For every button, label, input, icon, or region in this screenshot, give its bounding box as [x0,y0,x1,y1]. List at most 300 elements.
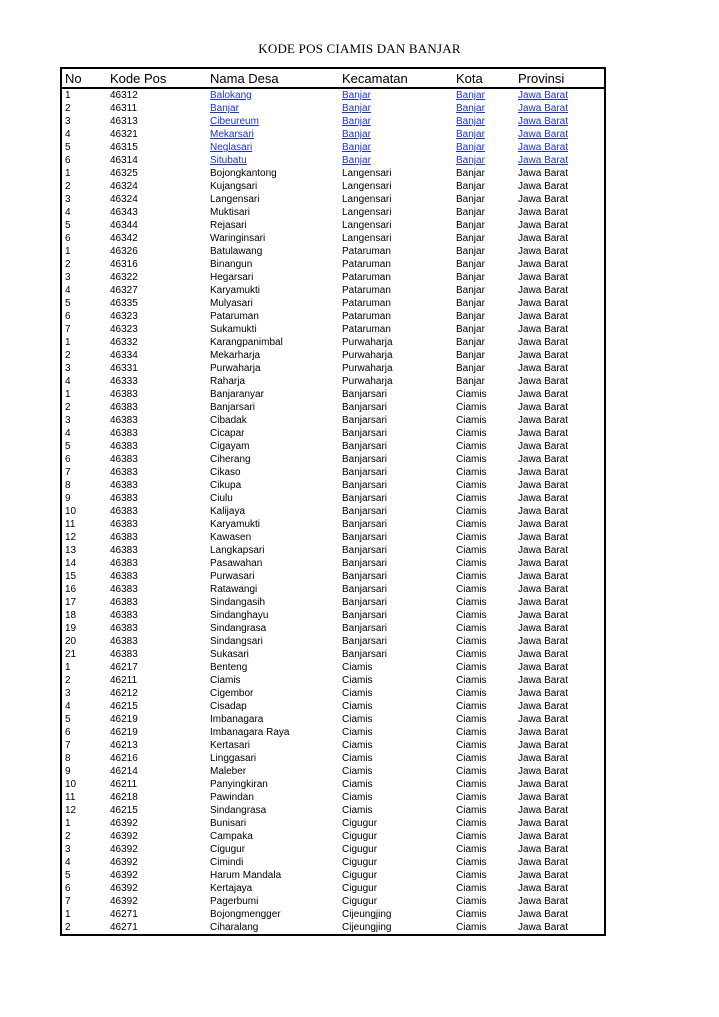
cell-kecamatan: Purwaharja [342,350,393,361]
cell-provinsi: Jawa Barat [518,571,569,582]
cell-kecamatan: Cigugur [342,844,378,855]
cell-nama-desa: Sindanghayu [210,610,269,621]
cell-kecamatan: Banjarsari [342,636,388,647]
cell-kode-pos: 46392 [110,896,138,907]
cell-provinsi-link[interactable]: Jawa Barat [518,116,569,127]
cell-nama-desa: Kawasen [210,532,252,543]
cell-provinsi: Jawa Barat [518,727,569,738]
cell-nama-desa-link[interactable]: Mekarsari [210,129,254,140]
cell-kecamatan: Ciamis [342,727,373,738]
table-row [61,479,605,492]
cell-kode-pos: 46332 [110,337,138,348]
cell-kecamatan: Banjarsari [342,584,388,595]
cell-kota: Ciamis [456,532,487,543]
table-row [61,388,605,401]
cell-kota: Ciamis [456,792,487,803]
cell-kota-link[interactable]: Banjar [456,155,485,166]
cell-kode-pos: 46216 [110,753,138,764]
cell-no: 4 [65,376,71,387]
cell-nama-desa: Sindangsari [210,636,263,647]
table-row [61,700,605,713]
cell-kota: Ciamis [456,441,487,452]
cell-kode-pos: 46335 [110,298,138,309]
cell-provinsi-link[interactable]: Jawa Barat [518,129,569,140]
cell-nama-desa: Campaka [210,831,253,842]
cell-provinsi-link[interactable]: Jawa Barat [518,142,569,153]
cell-kecamatan: Langensari [342,168,392,179]
cell-nama-desa: Purwasari [210,571,255,582]
cell-kode-pos: 46383 [110,545,138,556]
cell-provinsi: Jawa Barat [518,168,569,179]
header-nama-desa: Nama Desa [204,68,336,88]
cell-kode-pos: 46383 [110,623,138,634]
cell-kecamatan: Cijeungjing [342,909,392,920]
cell-kecamatan: Purwaharja [342,337,393,348]
cell-kecamatan: Cigugur [342,896,378,907]
cell-kecamatan: Langensari [342,233,392,244]
cell-provinsi: Jawa Barat [518,428,569,439]
cell-provinsi: Jawa Barat [518,896,569,907]
table-row [61,713,605,726]
cell-nama-desa: Pawindan [210,792,254,803]
cell-provinsi: Jawa Barat [518,831,569,842]
cell-no: 3 [65,363,71,374]
cell-nama-desa: Cibadak [210,415,247,426]
cell-kota: Ciamis [456,831,487,842]
cell-nama-desa: Binangun [210,259,253,270]
cell-no: 1 [65,389,71,400]
table-row [61,440,605,453]
table-row [61,297,605,310]
cell-kota: Ciamis [456,480,487,491]
table-row [61,908,605,921]
table-row [61,88,605,102]
cell-no: 3 [65,272,71,283]
table-row [61,453,605,466]
cell-kode-pos: 46217 [110,662,138,673]
cell-nama-desa-link[interactable]: Cibeureum [210,116,259,127]
cell-kecamatan-link[interactable]: Banjar [342,129,371,140]
cell-kota: Banjar [456,285,485,296]
table-row [61,401,605,414]
cell-provinsi: Jawa Barat [518,649,569,660]
cell-no: 2 [65,181,71,192]
cell-no: 13 [65,545,77,556]
cell-no: 1 [65,337,71,348]
cell-kota: Banjar [456,181,485,192]
cell-provinsi: Jawa Barat [518,389,569,400]
cell-no: 7 [65,740,71,751]
cell-kecamatan: Cijeungjing [342,922,392,933]
cell-kota: Ciamis [456,467,487,478]
cell-kode-pos: 46383 [110,506,138,517]
table-row [61,622,605,635]
table-row [61,635,605,648]
table-row [61,882,605,895]
cell-nama-desa: Cicapar [210,428,245,439]
cell-provinsi: Jawa Barat [518,688,569,699]
cell-kecamatan-link[interactable]: Banjar [342,155,371,166]
cell-kota: Banjar [456,233,485,244]
cell-nama-desa: Langensari [210,194,260,205]
cell-kota: Ciamis [456,688,487,699]
cell-no: 11 [65,519,76,530]
cell-kota: Banjar [456,194,485,205]
cell-kecamatan: Banjarsari [342,506,388,517]
cell-kota: Banjar [456,363,485,374]
cell-provinsi: Jawa Barat [518,246,569,257]
cell-kota: Ciamis [456,597,487,608]
cell-provinsi: Jawa Barat [518,922,569,933]
cell-nama-desa: Sindangrasa [210,623,267,634]
table-row [61,310,605,323]
document-title: KODE POS CIAMIS DAN BANJAR [258,41,461,56]
cell-nama-desa: Ciherang [210,454,251,465]
table-row [61,323,605,336]
cell-kecamatan: Ciamis [342,714,373,725]
cell-provinsi: Jawa Barat [518,701,569,712]
cell-kecamatan: Banjarsari [342,532,388,543]
cell-kota: Ciamis [456,818,487,829]
cell-provinsi: Jawa Barat [518,285,569,296]
cell-provinsi: Jawa Barat [518,779,569,790]
cell-kecamatan: Ciamis [342,662,373,673]
cell-nama-desa: Pataruman [210,311,259,322]
cell-kota: Ciamis [456,506,487,517]
cell-kota-link[interactable]: Banjar [456,90,485,101]
cell-nama-desa: Sindangrasa [210,805,267,816]
cell-no: 3 [65,415,71,426]
cell-nama-desa: Bunisari [210,818,247,829]
cell-kecamatan: Purwaharja [342,363,393,374]
cell-nama-desa: Muktisari [210,207,251,218]
cell-no: 1 [65,168,71,179]
cell-no: 10 [65,779,77,790]
table-row [61,414,605,427]
cell-provinsi: Jawa Barat [518,597,569,608]
cell-no: 5 [65,298,71,309]
cell-no: 1 [65,909,71,920]
cell-kode-pos: 46383 [110,597,138,608]
cell-provinsi: Jawa Barat [518,753,569,764]
cell-kecamatan-link[interactable]: Banjar [342,116,371,127]
cell-kecamatan: Banjarsari [342,454,388,465]
cell-provinsi: Jawa Barat [518,233,569,244]
cell-provinsi: Jawa Barat [518,181,569,192]
cell-provinsi: Jawa Barat [518,207,569,218]
cell-provinsi-link[interactable]: Jawa Barat [518,103,569,114]
cell-no: 8 [65,480,71,491]
cell-kota: Banjar [456,350,485,361]
table-row [61,661,605,674]
cell-no: 9 [65,493,71,504]
cell-kecamatan: Banjarsari [342,467,388,478]
cell-provinsi: Jawa Barat [518,662,569,673]
table-row [61,726,605,739]
cell-kota: Ciamis [456,805,487,816]
cell-kecamatan: Cigugur [342,818,378,829]
cell-nama-desa: Bojongkantong [210,168,277,179]
cell-kode-pos: 46383 [110,558,138,569]
cell-kode-pos: 46343 [110,207,138,218]
cell-no: 4 [65,207,71,218]
cell-kode-pos: 46383 [110,636,138,647]
cell-nama-desa: Cigembor [210,688,254,699]
cell-no: 12 [65,805,77,816]
cell-kode-pos: 46324 [110,181,138,192]
cell-no: 1 [65,818,71,829]
cell-no: 4 [65,857,71,868]
cell-kota: Banjar [456,324,485,335]
cell-kode-pos: 46321 [110,129,138,140]
cell-no: 2 [65,350,71,361]
cell-kota: Ciamis [456,727,487,738]
cell-kecamatan: Ciamis [342,766,373,777]
table-row [61,115,605,128]
cell-kota: Banjar [456,376,485,387]
cell-no: 11 [65,792,76,803]
table-row [61,804,605,817]
cell-kota: Ciamis [456,857,487,868]
table-row [61,206,605,219]
cell-nama-desa: Mulyasari [210,298,253,309]
cell-provinsi: Jawa Barat [518,844,569,855]
cell-kecamatan: Pataruman [342,259,391,270]
cell-nama-desa: Panyingkiran [210,779,268,790]
cell-kecamatan: Pataruman [342,298,391,309]
table-row [61,128,605,141]
cell-no: 7 [65,896,71,907]
cell-kecamatan: Pataruman [342,311,391,322]
cell-kota: Banjar [456,168,485,179]
cell-no: 4 [65,701,71,712]
cell-kode-pos: 46211 [110,675,138,686]
table-body [61,88,605,935]
cell-kota: Banjar [456,207,485,218]
cell-provinsi: Jawa Barat [518,363,569,374]
cell-kode-pos: 46271 [110,922,138,933]
cell-nama-desa: Sukasari [210,649,249,660]
table-row [61,362,605,375]
cell-nama-desa: Ciulu [210,493,233,504]
header-row [61,68,605,88]
cell-provinsi: Jawa Barat [518,272,569,283]
cell-kecamatan: Banjarsari [342,597,388,608]
cell-provinsi: Jawa Barat [518,558,569,569]
cell-no: 6 [65,311,71,322]
cell-kode-pos: 46383 [110,402,138,413]
cell-kode-pos: 46331 [110,363,138,374]
cell-nama-desa-link[interactable]: Neglasari [210,142,253,153]
cell-kecamatan: Banjarsari [342,428,388,439]
cell-provinsi-link[interactable]: Jawa Barat [518,155,569,166]
table-row [61,921,605,935]
table-row [61,349,605,362]
cell-no: 7 [65,467,71,478]
cell-kode-pos: 46219 [110,714,138,725]
cell-nama-desa: Karyamukti [210,285,261,296]
cell-kode-pos: 46323 [110,324,138,335]
table-row [61,336,605,349]
cell-kode-pos: 46313 [110,116,138,127]
cell-no: 2 [65,831,71,842]
cell-kecamatan: Ciamis [342,792,373,803]
cell-nama-desa-link[interactable]: Balokang [210,90,252,101]
cell-kecamatan: Banjarsari [342,649,388,660]
cell-kode-pos: 46323 [110,311,138,322]
cell-nama-desa-link[interactable]: Situbatu [210,155,247,166]
cell-kota: Ciamis [456,740,487,751]
cell-kode-pos: 46344 [110,220,138,231]
cell-no: 12 [65,532,77,543]
cell-kode-pos: 46212 [110,688,138,699]
cell-kecamatan: Banjarsari [342,610,388,621]
table-row [61,102,605,115]
cell-no: 3 [65,844,71,855]
cell-kode-pos: 46383 [110,584,138,595]
table-row [61,271,605,284]
cell-kota: Ciamis [456,389,487,400]
cell-provinsi: Jawa Barat [518,805,569,816]
cell-nama-desa: Ratawangi [210,584,258,595]
cell-provinsi: Jawa Barat [518,740,569,751]
table-row [61,739,605,752]
postal-code-table [60,67,606,936]
header-provinsi: Provinsi [512,68,605,88]
cell-no: 18 [65,610,77,621]
cell-provinsi: Jawa Barat [518,714,569,725]
cell-kota: Ciamis [456,558,487,569]
cell-kecamatan: Langensari [342,207,392,218]
cell-kode-pos: 46218 [110,792,138,803]
cell-no: 2 [65,922,71,933]
cell-no: 20 [65,636,77,647]
cell-kota: Banjar [456,298,485,309]
cell-kota: Ciamis [456,909,487,920]
cell-nama-desa: Karyamukti [210,519,261,530]
table-row [61,557,605,570]
table-row [61,830,605,843]
cell-nama-desa: Banjarsari [210,402,256,413]
cell-no: 2 [65,103,71,114]
cell-nama-desa: Pagerbumi [210,896,259,907]
cell-kecamatan: Cigugur [342,870,378,881]
cell-nama-desa: Raharja [210,376,246,387]
table-row [61,219,605,232]
cell-kecamatan: Banjarsari [342,402,388,413]
cell-kode-pos: 46324 [110,194,138,205]
cell-nama-desa: Cimindi [210,857,244,868]
cell-kecamatan: Pataruman [342,272,391,283]
cell-nama-desa-link[interactable]: Banjar [210,103,239,114]
cell-provinsi: Jawa Barat [518,493,569,504]
cell-provinsi-link[interactable]: Jawa Barat [518,90,569,101]
cell-provinsi: Jawa Barat [518,545,569,556]
cell-kode-pos: 46383 [110,571,138,582]
cell-nama-desa: Ciamis [210,675,241,686]
table-row [61,284,605,297]
cell-nama-desa: Banjaranyar [210,389,264,400]
table-row [61,232,605,245]
cell-kode-pos: 46215 [110,805,138,816]
cell-kota: Ciamis [456,701,487,712]
table-row [61,583,605,596]
cell-nama-desa: Pasawahan [210,558,263,569]
cell-kecamatan: Langensari [342,194,392,205]
cell-kode-pos: 46383 [110,441,138,452]
cell-no: 3 [65,116,71,127]
cell-nama-desa: Kalijaya [210,506,246,517]
cell-kota-link[interactable]: Banjar [456,142,485,153]
cell-kota: Ciamis [456,922,487,933]
cell-kode-pos: 46383 [110,467,138,478]
cell-no: 21 [65,649,77,660]
table-row [61,141,605,154]
table-row [61,596,605,609]
table-row [61,154,605,167]
table-row [61,895,605,908]
cell-kecamatan: Cigugur [342,857,378,868]
cell-kode-pos: 46383 [110,493,138,504]
cell-nama-desa: Maleber [210,766,247,777]
cell-kode-pos: 46383 [110,454,138,465]
cell-no: 5 [65,714,71,725]
table-row [61,648,605,661]
cell-kecamatan-link[interactable]: Banjar [342,103,371,114]
cell-no: 8 [65,753,71,764]
cell-kode-pos: 46312 [110,90,138,101]
cell-no: 5 [65,870,71,881]
cell-kecamatan: Ciamis [342,753,373,764]
cell-nama-desa: Kertajaya [210,883,253,894]
cell-nama-desa: Langkapsari [210,545,265,556]
cell-kota: Ciamis [456,714,487,725]
cell-nama-desa: Imbanagara Raya [210,727,290,738]
cell-kota: Ciamis [456,896,487,907]
cell-kecamatan-link[interactable]: Banjar [342,90,371,101]
cell-provinsi: Jawa Barat [518,818,569,829]
cell-kota-link[interactable]: Banjar [456,129,485,140]
cell-nama-desa: Cikupa [210,480,242,491]
table-row [61,869,605,882]
cell-kecamatan: Banjarsari [342,493,388,504]
cell-provinsi: Jawa Barat [518,467,569,478]
table-row [61,505,605,518]
cell-kota: Ciamis [456,493,487,504]
table-row [61,544,605,557]
cell-kode-pos: 46392 [110,883,138,894]
cell-kode-pos: 46392 [110,870,138,881]
cell-kota: Ciamis [456,766,487,777]
cell-no: 1 [65,662,71,673]
cell-nama-desa: Imbanagara [210,714,264,725]
header-kecamatan: Kecamatan [336,68,450,88]
cell-kecamatan: Langensari [342,220,392,231]
table-row [61,843,605,856]
cell-kota-link[interactable]: Banjar [456,116,485,127]
cell-kode-pos: 46383 [110,649,138,660]
cell-kode-pos: 46383 [110,610,138,621]
cell-provinsi: Jawa Barat [518,909,569,920]
cell-provinsi: Jawa Barat [518,376,569,387]
cell-kota-link[interactable]: Banjar [456,103,485,114]
table-row [61,752,605,765]
cell-nama-desa: Sindangasih [210,597,266,608]
cell-no: 2 [65,402,71,413]
cell-provinsi: Jawa Barat [518,259,569,270]
cell-kecamatan-link[interactable]: Banjar [342,142,371,153]
table-row [61,765,605,778]
